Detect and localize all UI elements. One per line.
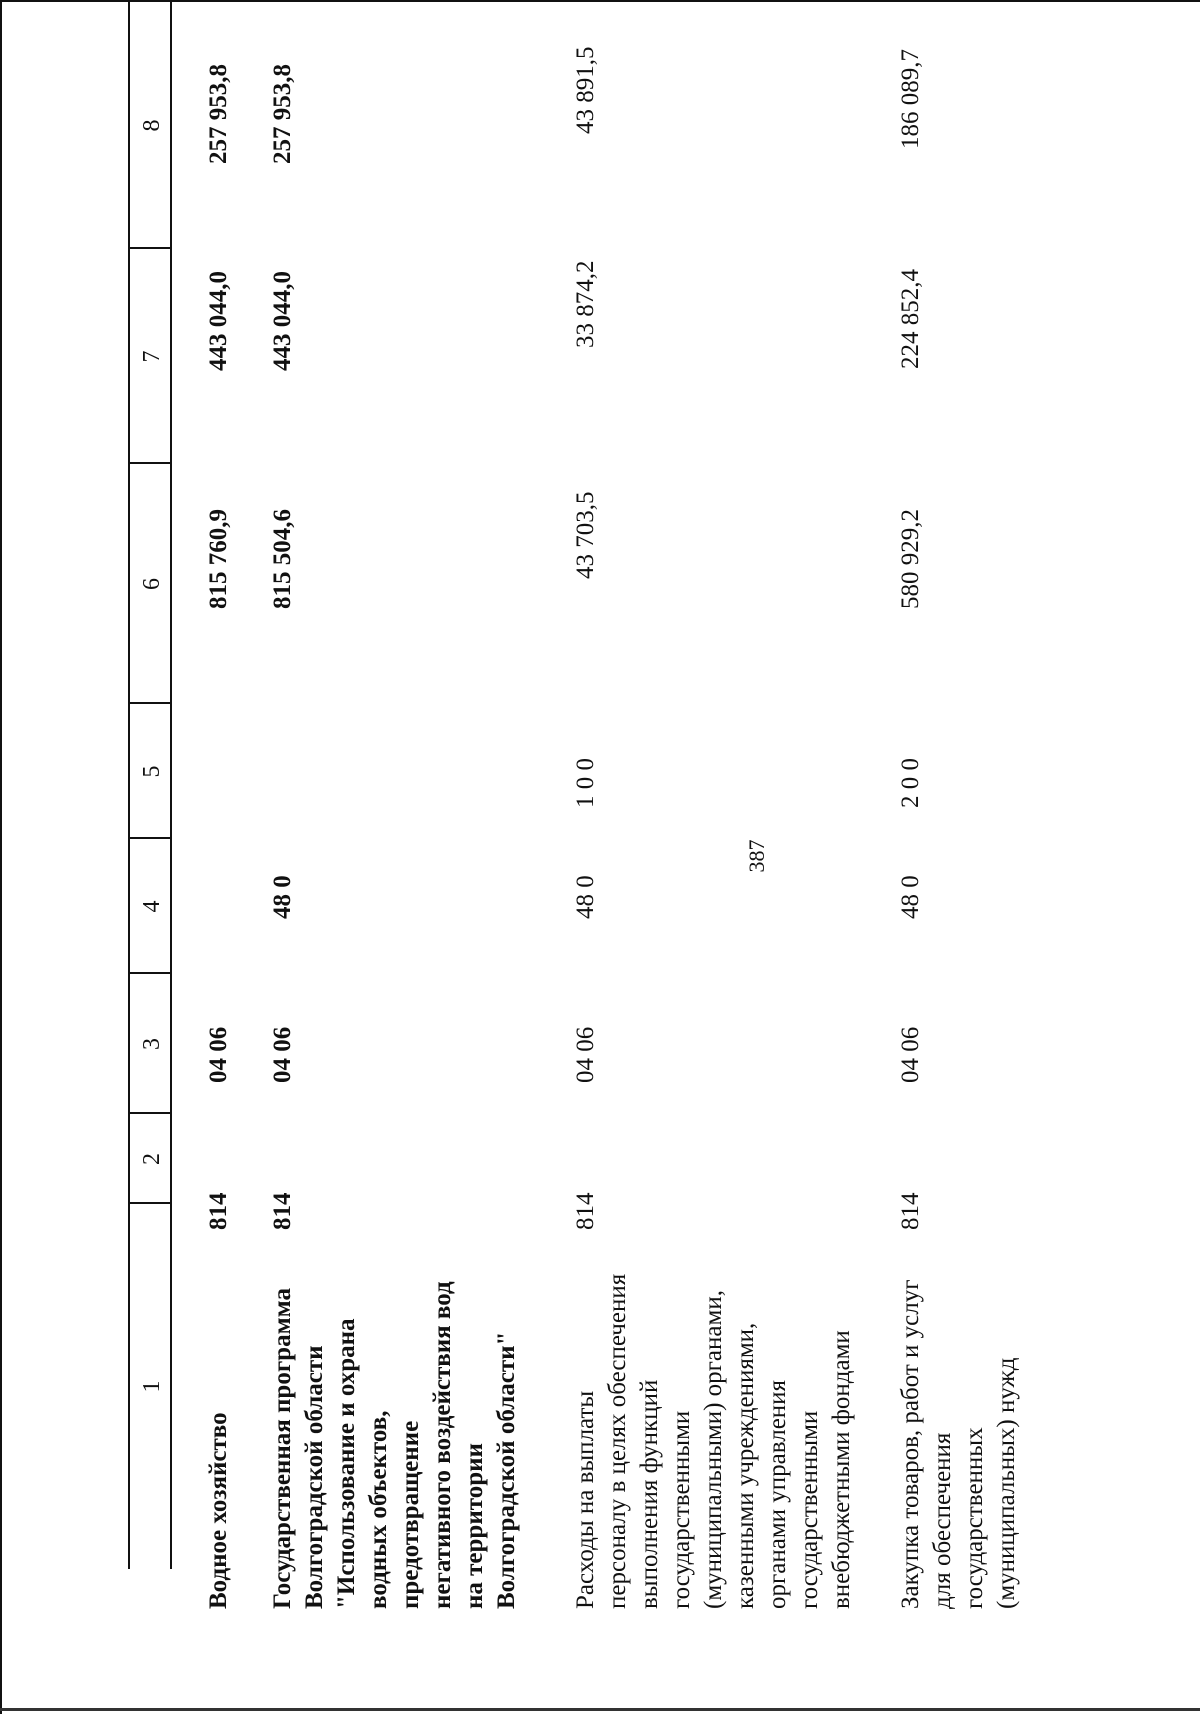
row-name-line: органами управления [764, 1379, 791, 1609]
cell-col8: 257 953,8 [269, 64, 296, 164]
row-name [203, 1089, 235, 1609]
cell-col3: 04 06 [897, 1026, 924, 1083]
column-header: 3 [139, 1038, 165, 1050]
cell-col4: 48 0 [897, 875, 924, 919]
cell-col8: 186 089,7 [897, 49, 924, 149]
cell-col3: 04 06 [269, 1026, 296, 1083]
row-name-line: Закупка товаров, работ и услуг [897, 1279, 924, 1609]
row-name-line: "Использование и охрана [333, 1318, 360, 1609]
cell-col2: 814 [897, 1192, 924, 1230]
row-name-line: казенными учреждениями, [732, 1322, 759, 1609]
cell-col8: 43 891,5 [572, 46, 599, 134]
row-name-line: Волгоградской области" [493, 1331, 520, 1609]
cell-col3: 04 06 [205, 1026, 232, 1083]
cell-col6: 43 703,5 [572, 491, 599, 579]
cell-col2: 814 [269, 1192, 296, 1230]
column-header: 4 [139, 900, 165, 913]
cell-col6: 815 760,9 [205, 509, 232, 609]
cell-col2: 814 [572, 1192, 599, 1230]
row-name [267, 1089, 523, 1609]
cell-col3: 04 06 [572, 1026, 599, 1083]
cell-col7: 443 044,0 [269, 271, 296, 371]
column-header: 5 [139, 765, 165, 778]
row-name-line: для обеспечения [929, 1432, 956, 1609]
cell-col5: 2 0 0 [897, 758, 924, 808]
row-name-line: государственными [668, 1410, 695, 1609]
table-top-rule [128, 0, 130, 1569]
cell-col6: 580 929,2 [897, 509, 924, 609]
row-name-line: Государственная программа [269, 1288, 296, 1609]
row-name-line: предотвращение [397, 1420, 424, 1609]
cell-col7: 224 852,4 [897, 269, 924, 369]
cell-col7: 443 044,0 [205, 271, 232, 371]
row-name-line: выполнения функций [636, 1379, 663, 1609]
row-name-line: государственных [961, 1427, 988, 1609]
row-name-line: на территории [461, 1443, 488, 1609]
row-name-line: Водное хозяйство [205, 1412, 232, 1609]
row-name-line: государственными [796, 1410, 823, 1609]
cell-col5: 1 0 0 [572, 758, 599, 808]
page-number: 387 [744, 839, 769, 873]
row-name-line: (муниципальных) нужд [993, 1357, 1020, 1609]
column-header: 7 [139, 350, 165, 363]
cell-col2: 814 [205, 1192, 232, 1230]
row-name-line: водных объектов, [365, 1410, 392, 1609]
cell-col6: 815 504,6 [269, 509, 296, 609]
cell-col4: 48 0 [572, 875, 599, 919]
row-name-line: Волгоградской области [301, 1345, 328, 1609]
row-name-line: персоналу в целях обеспечения [604, 1273, 631, 1609]
column-header: 8 [139, 119, 165, 132]
row-name [895, 1089, 1023, 1609]
row-name [570, 1089, 858, 1609]
cell-col4: 48 0 [269, 875, 296, 919]
column-header: 2 [139, 1153, 165, 1165]
row-name-line: внебюджетными фондами [828, 1330, 855, 1609]
column-header: 6 [139, 578, 165, 590]
cell-col7: 33 874,2 [572, 260, 599, 348]
row-name-line: негативного воздействия вод [429, 1281, 456, 1609]
column-header: 1 [139, 1380, 165, 1393]
row-name-line: Расходы на выплаты [572, 1390, 599, 1609]
row-name-line: (муниципальными) органами, [700, 1290, 727, 1609]
cell-col8: 257 953,8 [205, 64, 232, 164]
